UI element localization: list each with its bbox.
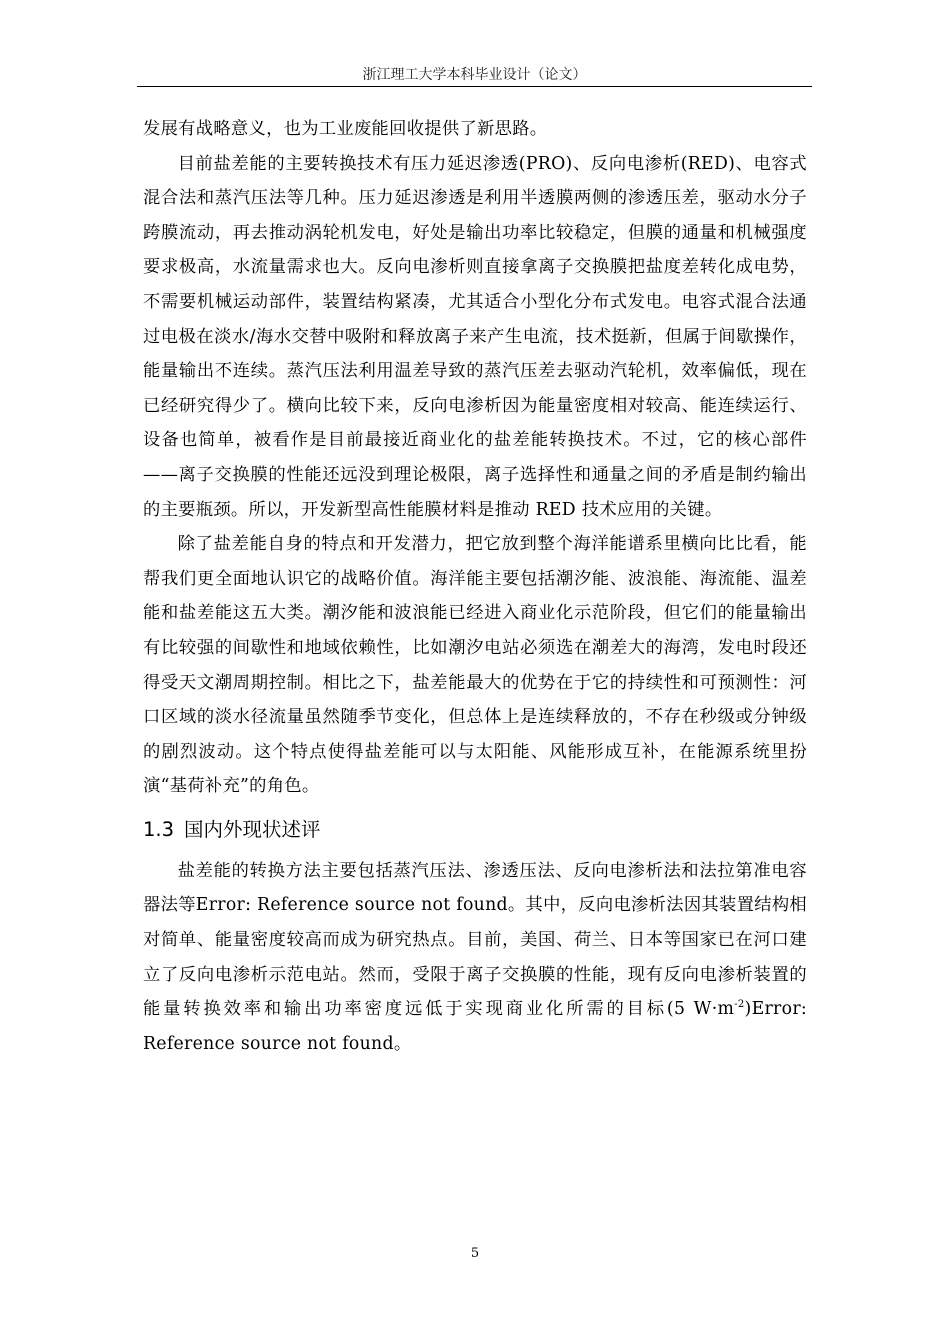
page-number: 5 <box>470 1246 480 1261</box>
paragraph-4 <box>143 854 807 1062</box>
header-rule <box>137 86 812 87</box>
running-header: 浙江理工大学本科毕业设计（论文） <box>362 67 587 83</box>
section-number: 1.3 <box>143 817 175 841</box>
paragraph-3: 除了盐差能自身的特点和开发潜力，把它放到整个海洋能谱系里横向比比看，能帮我们更全面地认识它的战略价值。海洋能主要包括潮汐能、波浪能、海流能、温差能和盐差能这五大类。潮汐能和波浪能已经进入商业化示范阶段，但它们的能量输出有比较强的间歇性和地域依赖性，比如潮汐电站必须选在潮差大的海湾，发电时段还得受天文潮周期控制。相比之下，盐差能最大的优势在于它的持续性和可预测性：河口区域的淡水径流量虽然随季节变化，但总体上是连续释放的，不存在秒级或分钟级的剧烈波动。这个特点使得盐差能可以与太阳能、风能形成互补，在能源系统里扮演“基荷补充”的角色。 <box>143 534 807 797</box>
paragraph-1: 发展有战略意义，也为工业废能回收提供了新思路。 <box>143 119 548 139</box>
body-text <box>143 112 807 1061</box>
paragraph-4-tail: )Error: Reference source not found。 <box>143 999 807 1054</box>
paragraph-4-main: 盐差能的转换方法主要包括蒸汽压法、渗透压法、反向电渗析法和法拉第准电容器法等Error: Reference source not found。其中，反向电渗析法因其装置结构相对简单、能量密度较高而成为研究热点。目前，美国、荷兰、日本等国家已在河口建立了反向电渗析示范电站。然而，受限于离子交换膜的性能，现有反向电渗析装置的能量转换效率和输出功率密度远低于实现商业化所需的目标(5 W·m <box>143 860 807 1020</box>
paragraph-2: 目前盐差能的主要转换技术有压力延迟渗透(PRO)、反向电渗析(RED)、电容式混合法和蒸汽压法等几种。压力延迟渗透是利用半透膜两侧的渗透压差，驱动水分子跨膜流动，再去推动涡轮机发电，好处是输出功率比较稳定，但膜的通量和机械强度要求极高，水流量需求也大。反向电渗析则直接拿离子交换膜把盐度差转化成电势，不需要机械运动部件，装置结构紧凑，尤其适合小型化分布式发电。电容式混合法通过电极在淡水/海水交替中吸附和释放离子来产生电流，技术挺新，但属于间歇操作，能量输出不连续。蒸汽压法利用温差导致的蒸汽压差去驱动汽轮机，效率偏低，现在已经研究得少了。横向比较下来，反向电渗析因为能量密度相对较高、能连续运行、设备也简单，被看作是目前最接近商业化的盐差能转换技术。不过，它的核心部件——离子交换膜的性能还远没到理论极限，离子选择性和通量之间的矛盾是制约输出的主要瓶颈。所以，开发新型高性能膜材料是推动 RED 技术应用的关键。 <box>143 153 807 520</box>
unit-superscript: -2 <box>734 999 745 1011</box>
section-heading <box>143 812 807 848</box>
section-title: 国内外现状述评 <box>184 817 321 841</box>
